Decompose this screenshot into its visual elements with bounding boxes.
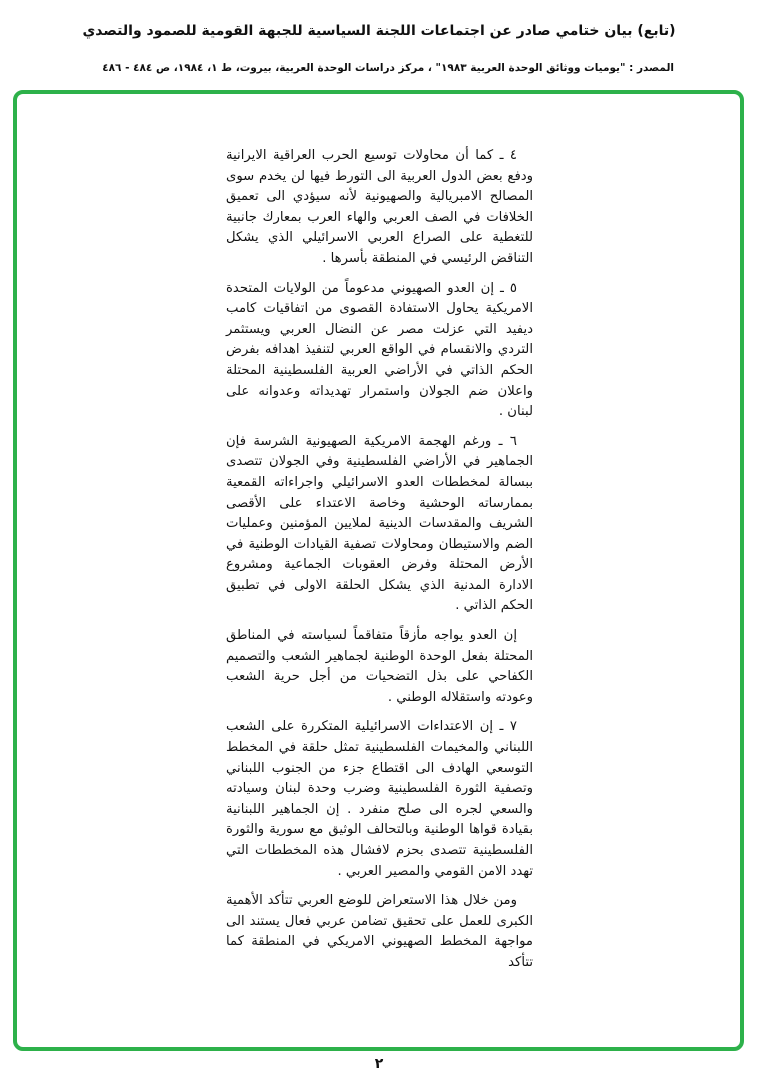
source-citation: المصدر : "يوميات ووثائق الوحدة العربية ١٩٨٣" ، مركز دراسات الوحدة العربية، بيروت، ط ١، ١٩٨٤، ص ٤٨٤ - ٤٨٦ (102, 62, 674, 74)
page-number: ٢ (374, 1056, 384, 1072)
paragraph: ٧ ـ إن الاعتداءات الاسرائيلية المتكررة على الشعب اللبناني والمخيمات الفلسطينية تمثل حلقة في المخطط التوسعي الهادف الى اقتطاع جزء من الجنوب اللبناني وتصفية الثورة الفلسطينية وضرب وحدة لبنان وسيادته والسعي لجره الى صلح منفرد . إن الجماهير اللبنانية بقيادة قواها الوطنية وبالتحالف الوثيق مع سورية والثورة الفلسطينية تتصدى بحزم لافشال هذه المخططات التي تهدد الامن القومي والمصير العربي . (226, 719, 533, 879)
document-body (226, 146, 533, 983)
paragraph: إن العدو يواجه مأزقاً متفاقماً لسياسته في المناطق المحتلة بفعل الوحدة الوطنية لجماهير الشعب والتصميم الكفاحي على بذل التضحيات من أجل حرية الشعب وعودته واستقلاله الوطني . (226, 628, 533, 705)
paragraph: ومن خلال هذا الاستعراض للوضع العربي تتأكد الأهمية الكبرى للعمل على تحقيق تضامن عربي فعال يستند الى مواجهة المخطط الصهيوني الامريكي في المنطقة كما تتأكد (226, 893, 533, 970)
document-title: (تابع) بيان ختامي صادر عن اجتماعات اللجنة السياسية للجبهة القومية للصمود والتصدي (82, 23, 676, 39)
paragraph: ٥ ـ إن العدو الصهيوني مدعوماً من الولايات المتحدة الامريكية يحاول الاستفادة القصوى من اتفاقيات كامب ديفيد التي عزلت مصر عن النضال العربي ويستثمر التردي والانقسام في الواقع العربي لتنفيذ اهدافه بفرض الحكم الذاتي في الأراضي العربية الفلسطينية المحتلة واعلان ضم الجولان واستمرار تهديداته وعدوانه على لبنان . (226, 280, 533, 420)
paragraph: ٦ ـ ورغم الهجمة الامريكية الصهيونية الشرسة فإن الجماهير في الأراضي الفلسطينية وفي الجولان تتصدى ببسالة لمخططات العدو الاسرائيلي واجراءاته القمعية بممارساته الوحشية وخاصة الاعتداء على الأقصى الشريف والمقدسات الدينية لملايين المؤمنين وعمليات الضم والاستيطان ومحاولات تصفية القيادات الوطنية في الأرض المحتلة وفرض العقوبات الجماعية ومشروع الادارة المدنية الذي يشكل الحلقة الاولى في تطبيق الحكم الذاتي . (226, 433, 533, 614)
paragraph: ٤ ـ كما أن محاولات توسيع الحرب العراقية الايرانية ودفع بعض الدول العربية الى التورط فيها لن يخدم سوى المصالح الامبريالية والصهيونية لأنه سيؤدي الى تعميق الخلافات في الصف العربي والهاء العرب بمعارك جانبية للتغطية على الصراع العربي الاسرائيلي الذي يشكل التناقض الرئيسي في المنطقة بأسرها . (226, 148, 533, 266)
